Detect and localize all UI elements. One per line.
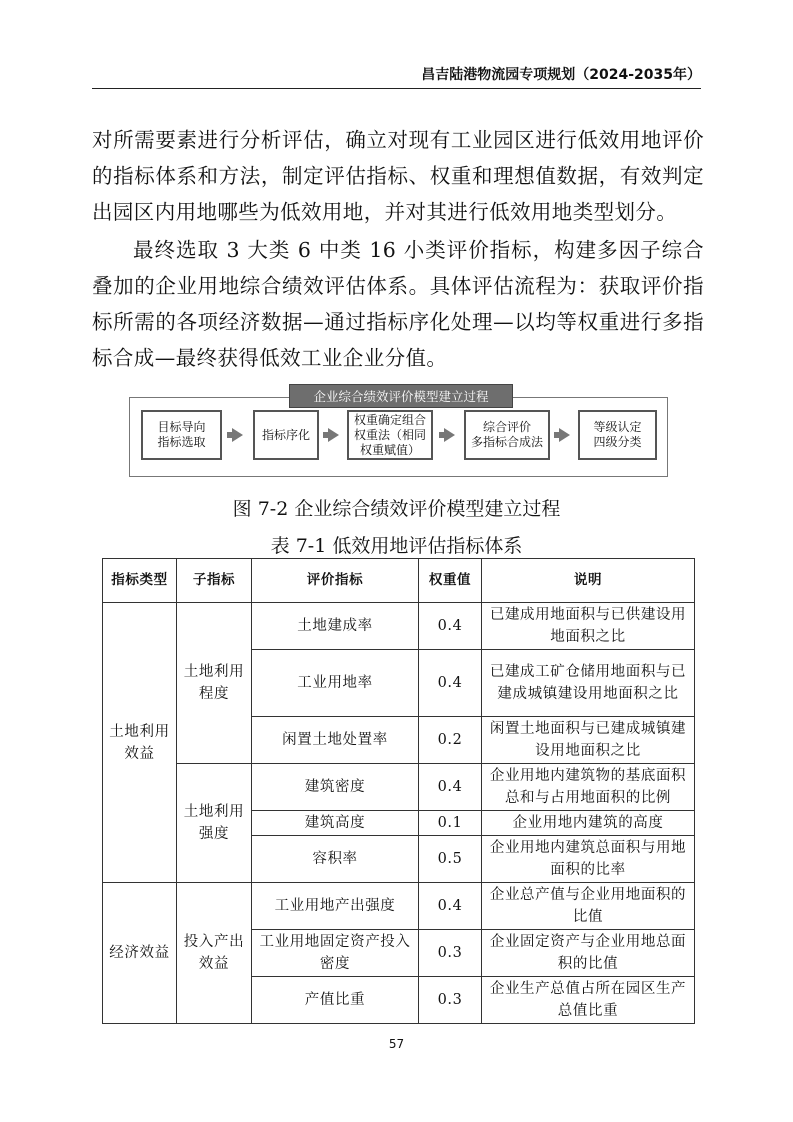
weight-cell: 0.4 (419, 603, 482, 650)
body-paragraph-2: 最终选取 3 大类 6 中类 16 小类评价指标，构建多因子综合叠加的企业用地综合绩效评估体系。具体评估流程为：获取评价指标所需的各项经济数据—通过指标序化处理—以均等权重进行多指标合成—最终获得低效工业企业分值。 (92, 238, 704, 370)
page-header: 昌吉陆港物流园专项规划（2024-2035年） (92, 64, 701, 89)
flow-arrow-1 (232, 428, 243, 442)
flow-arrow-4 (559, 428, 570, 442)
flow-arrow-3 (444, 428, 455, 442)
weight-cell: 0.5 (419, 836, 482, 883)
table-caption: 表 7-1 低效用地评估指标体系 (270, 535, 523, 557)
description-cell: 企业用地内建筑的高度 (482, 811, 695, 836)
flowchart-title: 企业综合绩效评价模型建立过程 (289, 384, 513, 408)
indicator-cell: 建筑密度 (252, 764, 419, 811)
header-category: 指标类型 (103, 559, 177, 603)
description-cell: 企业生产总值占所在园区生产总值比重 (482, 977, 695, 1024)
flow-step-5: 等级认定 四级分类 (578, 410, 657, 460)
indicator-cell: 工业用地固定资产投入密度 (252, 930, 419, 977)
flow-step-1: 目标导向 指标选取 (141, 410, 222, 460)
weight-cell: 0.1 (419, 811, 482, 836)
flow-step-3: 权重确定组合 权重法（相同 权重赋值） (347, 410, 433, 460)
flow-step-2: 指标序化 (253, 410, 319, 460)
figure-caption: 图 7-2 企业综合绩效评价模型建立过程 (232, 498, 561, 520)
indicator-cell: 闲置土地处置率 (252, 717, 419, 764)
weight-cell: 0.4 (419, 764, 482, 811)
header-weight: 权重值 (419, 559, 482, 603)
description-cell: 企业固定资产与企业用地总面积的比值 (482, 930, 695, 977)
category-cell: 土地利用效益 (103, 603, 177, 883)
body-paragraph-1: 对所需要素进行分析评估，确立对现有工业园区进行低效用地评价的指标体系和方法，制定评估指标、权重和理想值数据，有效判定出园区内用地哪些为低效用地，并对其进行低效用地类型划分。 (92, 128, 704, 224)
description-cell: 已建成用地面积与已供建设用地面积之比 (482, 603, 695, 650)
table-header-row (103, 559, 695, 603)
indicator-cell: 工业用地产出强度 (252, 883, 419, 930)
header-indicator: 评价指标 (252, 559, 419, 603)
header-description: 说明 (482, 559, 695, 603)
indicator-cell: 土地建成率 (252, 603, 419, 650)
weight-cell: 0.3 (419, 977, 482, 1024)
subindicator-cell: 投入产出效益 (177, 883, 252, 1024)
indicator-cell: 产值比重 (252, 977, 419, 1024)
subindicator-cell: 土地利用程度 (177, 603, 252, 764)
table-row (103, 764, 695, 811)
weight-cell: 0.4 (419, 650, 482, 717)
weight-cell: 0.3 (419, 930, 482, 977)
weight-cell: 0.2 (419, 717, 482, 764)
description-cell: 企业总产值与企业用地面积的比值 (482, 883, 695, 930)
subindicator-cell: 土地利用强度 (177, 764, 252, 883)
category-cell: 经济效益 (103, 883, 177, 1024)
indicator-cell: 容积率 (252, 836, 419, 883)
table-row (103, 603, 695, 650)
table-row (103, 883, 695, 930)
description-cell: 闲置土地面积与已建成城镇建设用地面积之比 (482, 717, 695, 764)
page-number: 57 (388, 1037, 405, 1051)
indicator-cell: 工业用地率 (252, 650, 419, 717)
weight-cell: 0.4 (419, 883, 482, 930)
header-subindicator: 子指标 (177, 559, 252, 603)
indicator-cell: 建筑高度 (252, 811, 419, 836)
indicator-table (102, 558, 695, 1024)
description-cell: 企业用地内建筑物的基底面积总和与占用地面积的比例 (482, 764, 695, 811)
flow-step-4: 综合评价 多指标合成法 (464, 410, 550, 460)
flow-arrow-2 (328, 428, 339, 442)
description-cell: 企业用地内建筑总面积与用地面积的比率 (482, 836, 695, 883)
description-cell: 已建成工矿仓储用地面积与已建成城镇建设用地面积之比 (482, 650, 695, 717)
